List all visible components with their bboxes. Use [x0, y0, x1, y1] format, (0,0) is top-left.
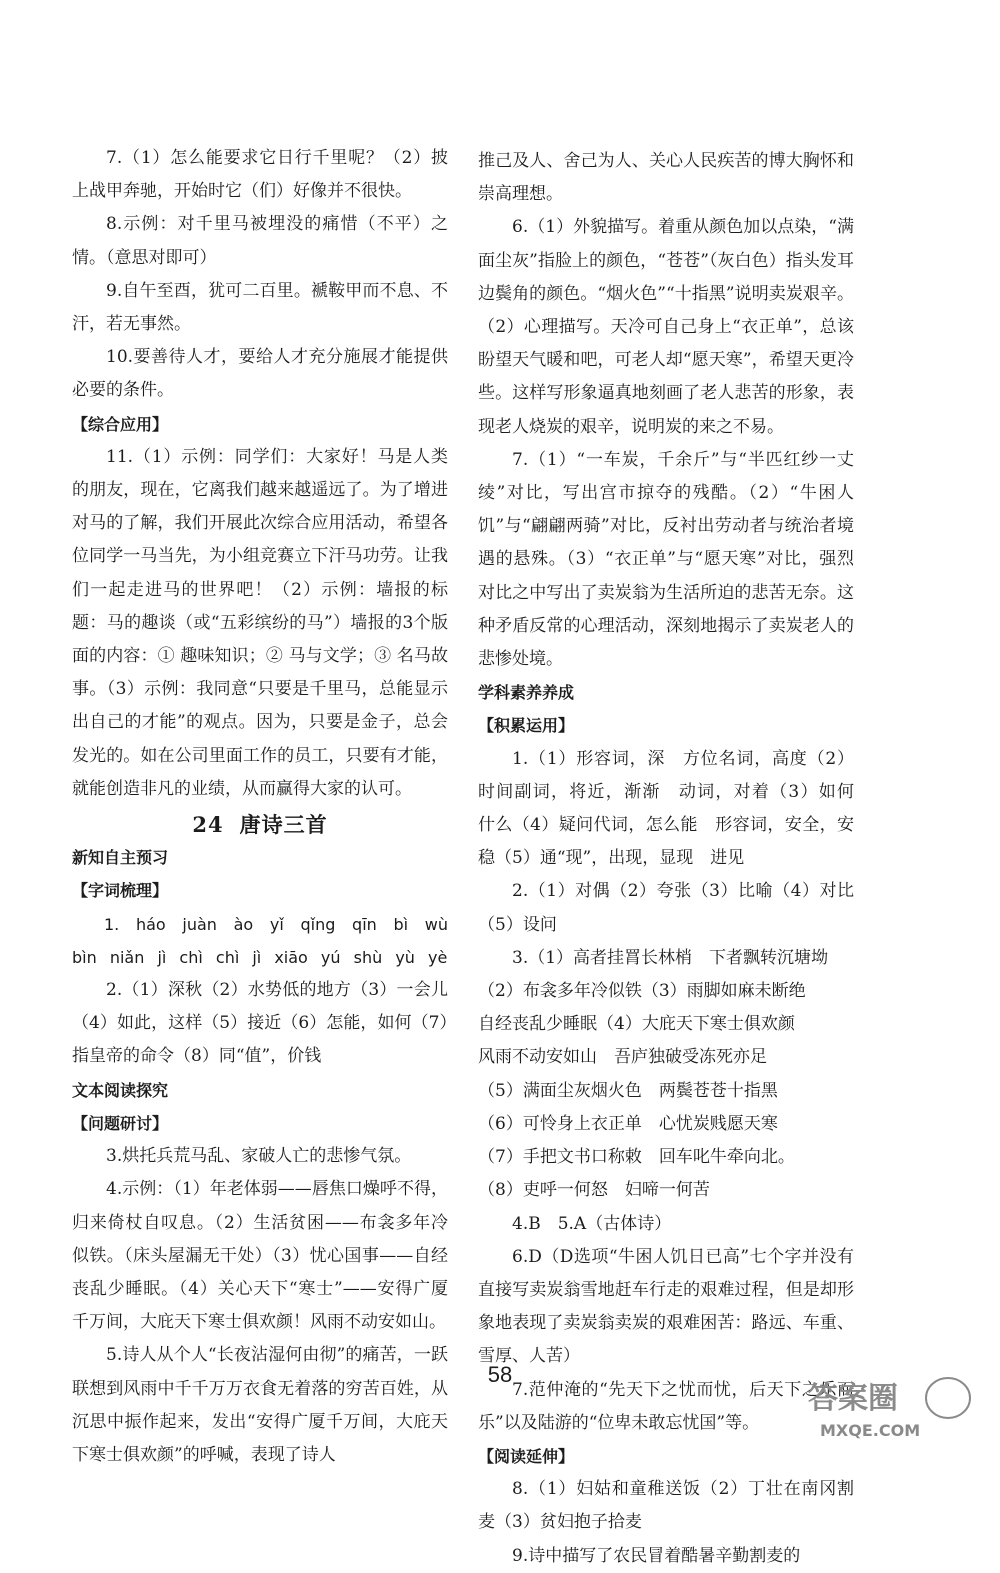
- answer-q7-right: 7.（1）“一车炭，千余斤”与“半匹红纱一丈绫”对比，写出宫市掠夺的残酷。（2）“牛困人饥”与“翩翩两骑”对比，反衬出劳动者与统治者境遇的悬殊。（3）“衣正单”与“愿天寒”对比，强烈对比之中写出了卖炭翁为生活所迫的悲苦无奈。这种矛盾反常的心理活动，深刻地揭示了卖炭老人的悲惨处境。: [478, 449, 854, 670]
- answer-q11: 11.（1）示例：同学们：大家好！马是人类的朋友，现在，它离我们越来越遥远了。为了增进对马的了解，我们开展此次综合应用活动，希望各位同学一马当先，为小组竞赛立下汗马功劳。让我们一起走进马的世界吧！（2）示例：墙报的标题：马的趣谈（或“五彩缤纷的马”）墙报的3个版面的内容：① 趣味知识；② 马与文学；③ 名马故事。（3）示例：我同意“只要是千里马，总能显示出自己的才能”的观点。因为，只要是金子，总会发光的。如在公司里面工作的员工，只要有才能，就能创造非凡的业绩，从而赢得大家的认可。: [72, 446, 448, 799]
- answer-r2: 2.（1）对偶（2）夸张（3）比喻（4）对比（5）设问: [478, 881, 854, 935]
- r3-line: （8）吏呼一何怒 妇啼一何苦: [478, 1180, 710, 1201]
- answer-pinyin: 1. háo juàn ào yǐ qǐng qīn bì wù bìn niǎn jì chì chì jì xiāo yú shù yù yè: [72, 914, 448, 967]
- answer-q2: 2.（1）深秋（2）水势低的地方（3）一会儿（4）如此，这样（5）接近（6）怎能，如何（7）指皇帝的命令（8）同“值”，价钱: [72, 980, 448, 1067]
- r3-line: （2）布衾多年冷似铁（3）雨脚如麻未断绝: [478, 981, 806, 1002]
- answer-q8: 8.示例：对千里马被埋没的痛惜（不平）之情。（意思对即可）: [72, 214, 448, 268]
- answer-q9: 9.自午至酉，犹可二百里。褫鞍甲而不息、不汗，若无事然。: [72, 280, 448, 335]
- section-heading-literacy: 学科素养养成: [478, 683, 575, 703]
- lesson-number: 24: [192, 812, 224, 838]
- answer-r8: 8.（1）妇姑和童稚送饭（2）丁壮在南冈割麦（3）贫妇抱子拾麦: [478, 1479, 854, 1533]
- answer-q7: 7.（1）怎么能要求它日行千里呢？（2）披上战甲奔驰，开始时它（们）好像并不很快。: [72, 148, 448, 202]
- watermark-circle-icon: [926, 1378, 970, 1418]
- section-heading-comprehensive: 【综合应用】: [72, 414, 169, 434]
- answer-r1: 1.（1）形容词，深 方位名词，高度（2）时间副词，将近，渐渐 动词，对着（3）如何 什么（4）疑问代词，怎么能 形容词，安全，安稳（5）通“现”，出现，显现 进见: [478, 748, 871, 869]
- answer-q4: 4.示例：（1）年老体弱——唇焦口燥呼不得，归来倚杖自叹息。（2）生活贫困——布衾多年冷似铁。（床头屋漏无干处）（3）忧心国事——自经丧乱少睡眠。（4）关心天下“寒士”——安得广厦千万间，大庇天下寒士俱欢颜！风雨不动安如山。: [72, 1179, 448, 1333]
- answer-r6: 6.D（D选项“牛困人饥日已高”七个字并没有直接写卖炭翁雪地赶车行走的艰难过程，但是却形象地表现了卖炭翁卖炭的艰难困苦：路远、车重、雪厚、人苦）: [478, 1246, 854, 1367]
- answer-q3: 3.烘托兵荒马乱、家破人亡的悲惨气氛。: [106, 1146, 412, 1167]
- answer-r3: [478, 942, 854, 1208]
- watermark-url: MXQE.COM: [820, 1421, 921, 1440]
- answer-r7: 7.范仲淹的“先天下之忧而忧，后天下之乐而乐”以及陆游的“位卑未敢忘忧国”等。: [478, 1379, 854, 1433]
- watermark-logo: [800, 1372, 980, 1442]
- lesson-name: 唐诗三首: [239, 812, 328, 838]
- section-heading-accumulation: 【积累运用】: [478, 716, 575, 736]
- page-number: 58: [487, 1362, 513, 1387]
- section-heading-reading: 文本阅读探究: [72, 1080, 169, 1100]
- r3-line: 自经丧乱少睡眠（4）大庇天下寒士俱欢颜: [478, 1014, 795, 1035]
- section-heading-words: 【字词梳理】: [72, 881, 169, 901]
- watermark-text: 答案圈: [808, 1381, 898, 1416]
- answer-q10: 10.要善待人才，要给人才充分施展才能提供必要的条件。: [72, 347, 448, 401]
- r3-line: （6）可怜身上衣正单 心忧炭贱愿天寒: [478, 1113, 778, 1134]
- r3-line: 风雨不动安如山 吾庐独破受冻死亦足: [478, 1047, 767, 1068]
- r3-line: 3.（1）高者挂罥长林梢 下者飘转沉塘坳: [512, 947, 829, 968]
- section-heading-extend: 【阅读延伸】: [478, 1446, 575, 1466]
- r3-line: （5）满面尘灰烟火色 两鬓苍苍十指黑: [478, 1080, 778, 1101]
- answer-r9: 9.诗中描写了农民冒着酷暑辛勤割麦的: [512, 1545, 801, 1566]
- answer-q5-continued: 推己及人、舍己为人、关心人民疾苦的博大胸怀和崇高理想。: [478, 151, 854, 205]
- left-column: [72, 142, 448, 1472]
- answer-q6: 6.（1）外貌描写。着重从颜色加以点染，“满面尘灰”指脸上的颜色，“苍苍”（灰白色）指头发耳边鬓角的颜色。“烟火色”“十指黑”说明卖炭艰辛。（2）心理描写。天冷可自己身上“衣正单”，总该盼望天气暖和吧，可老人却“愿天寒”，希望天更冷些。这样写形象逼真地刻画了老人悲苦的形象，表现老人烧炭的艰辛，说明炭的来之不易。: [478, 217, 854, 437]
- answer-r4-r5: 4.B 5.A（古体诗）: [512, 1213, 672, 1234]
- r3-line: （7）手把文书口称敕 回车叱牛牵向北。: [478, 1147, 795, 1168]
- answer-q5: 5.诗人从个人“长夜沾湿何由彻”的痛苦，一跃联想到风雨中千千万万衣食无着落的穷苦百姓，从沉思中振作起来，发出“安得广厦千万间，大庇天下寒士俱欢颜”的呼喊，表现了诗人: [72, 1345, 448, 1465]
- section-heading-preview: 新知自主预习: [72, 848, 169, 868]
- lesson-title: [72, 808, 448, 841]
- section-heading-discuss: 【问题研讨】: [72, 1113, 169, 1133]
